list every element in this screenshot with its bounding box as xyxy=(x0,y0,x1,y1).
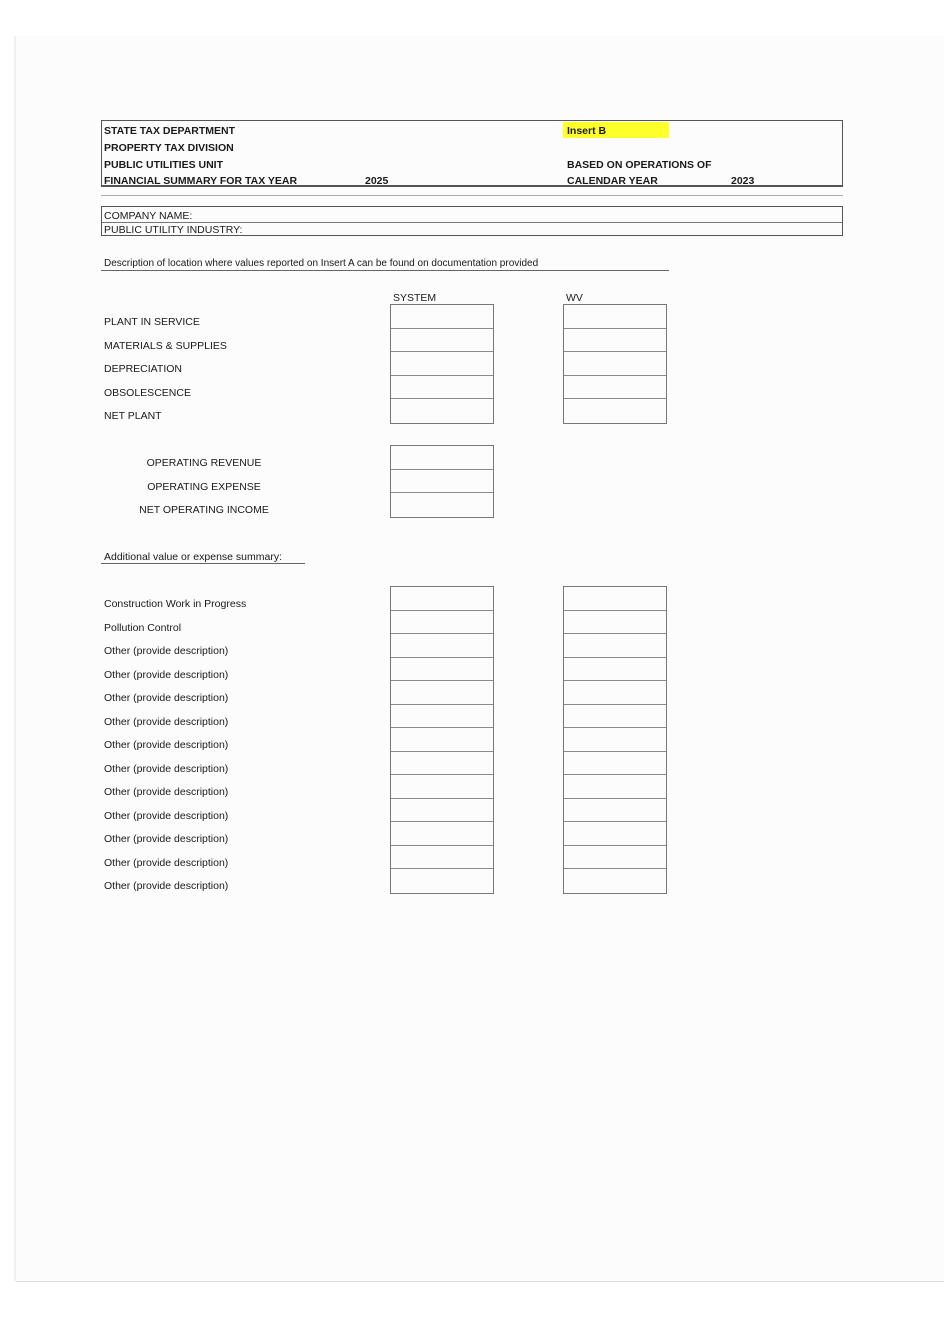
row-label: Other (provide description) xyxy=(104,809,229,822)
industry-label: PUBLIC UTILITY INDUSTRY: xyxy=(104,224,243,236)
row-label: PLANT IN SERVICE xyxy=(104,316,200,328)
row-label: MATERIALS & SUPPLIES xyxy=(104,339,227,352)
row-label: Other (provide description) xyxy=(104,692,229,704)
additional-system-cell[interactable] xyxy=(391,869,493,893)
additional-wv-cell[interactable] xyxy=(564,587,666,611)
additional-system-cell[interactable] xyxy=(391,705,493,729)
row-label: Construction Work in Progress xyxy=(104,598,247,610)
additional-system-cell[interactable] xyxy=(391,587,493,611)
operating-system-cell[interactable] xyxy=(391,470,493,494)
description-text: Description of location where values reported on Insert A can be found on documentation provided xyxy=(104,258,539,269)
additional-wv-cell[interactable] xyxy=(564,752,666,776)
row-label: NET OPERATING INCOME xyxy=(139,504,269,516)
plant-wv-cell[interactable] xyxy=(564,329,666,353)
additional-system-cell[interactable] xyxy=(391,728,493,752)
row-label: OPERATING REVENUE xyxy=(146,457,262,469)
plant-wv-cell[interactable] xyxy=(564,305,666,329)
tax-year-value: 2025 xyxy=(365,175,389,187)
calendar-year-value: 2023 xyxy=(731,175,755,187)
additional-wv-cell[interactable] xyxy=(564,775,666,799)
row-label: Pollution Control xyxy=(104,621,182,634)
additional-wv-cell[interactable] xyxy=(564,728,666,752)
additional-wv-grid xyxy=(563,586,667,894)
header-gap-line xyxy=(101,195,843,196)
row-label: Other (provide description) xyxy=(104,645,229,657)
additional-system-cell[interactable] xyxy=(391,681,493,705)
column-header-wv: WV xyxy=(566,292,583,304)
additional-system-cell[interactable] xyxy=(391,822,493,846)
unit-label: PUBLIC UTILITIES UNIT xyxy=(104,159,223,171)
plant-system-cell[interactable] xyxy=(391,376,493,400)
additional-wv-cell[interactable] xyxy=(564,869,666,893)
calendar-year-label: CALENDAR YEAR xyxy=(567,175,658,187)
company-divider xyxy=(102,222,842,223)
row-label: Other (provide description) xyxy=(104,762,229,775)
additional-wv-cell[interactable] xyxy=(564,681,666,705)
row-label: DEPRECIATION xyxy=(104,363,182,375)
additional-system-cell[interactable] xyxy=(391,846,493,870)
additional-wv-cell[interactable] xyxy=(564,658,666,682)
additional-wv-cell[interactable] xyxy=(564,799,666,823)
row-label: Other (provide description) xyxy=(104,833,229,845)
dept-label: STATE TAX DEPARTMENT xyxy=(104,125,236,137)
plant-system-cell[interactable] xyxy=(391,352,493,376)
plant-system-cell[interactable] xyxy=(391,399,493,423)
plant-system-cell[interactable] xyxy=(391,305,493,329)
operating-system-grid xyxy=(390,445,494,518)
row-label: Other (provide description) xyxy=(104,880,229,892)
row-label: Other (provide description) xyxy=(104,856,229,869)
additional-system-cell[interactable] xyxy=(391,634,493,658)
additional-system-cell[interactable] xyxy=(391,611,493,635)
additional-system-cell[interactable] xyxy=(391,752,493,776)
summary-label: FINANCIAL SUMMARY FOR TAX YEAR xyxy=(104,175,298,187)
operating-system-cell[interactable] xyxy=(391,446,493,470)
operating-system-cell[interactable] xyxy=(391,493,493,517)
additional-wv-cell[interactable] xyxy=(564,705,666,729)
plant-wv-cell[interactable] xyxy=(564,399,666,423)
row-label: Other (provide description) xyxy=(104,668,229,681)
company-name-label: COMPANY NAME: xyxy=(104,210,193,222)
row-label: OPERATING EXPENSE xyxy=(147,480,261,493)
insert-label: Insert B xyxy=(567,125,607,137)
additional-wv-cell[interactable] xyxy=(564,846,666,870)
additional-wv-cell[interactable] xyxy=(564,822,666,846)
additional-summary-label: Additional value or expense summary: xyxy=(104,551,283,563)
additional-wv-cell[interactable] xyxy=(564,611,666,635)
description-underline xyxy=(101,270,669,271)
plant-wv-grid xyxy=(563,304,667,424)
plant-wv-cell[interactable] xyxy=(564,376,666,400)
row-label: NET PLANT xyxy=(104,410,162,422)
based-on-label: BASED ON OPERATIONS OF xyxy=(567,159,712,171)
row-label: Other (provide description) xyxy=(104,739,229,751)
additional-system-cell[interactable] xyxy=(391,799,493,823)
additional-wv-cell[interactable] xyxy=(564,634,666,658)
additional-system-cell[interactable] xyxy=(391,775,493,799)
additional-system-cell[interactable] xyxy=(391,658,493,682)
plant-system-grid xyxy=(390,304,494,424)
row-label: Other (provide description) xyxy=(104,786,229,798)
row-label: OBSOLESCENCE xyxy=(104,386,191,399)
plant-wv-cell[interactable] xyxy=(564,352,666,376)
row-label: Other (provide description) xyxy=(104,715,229,728)
column-header-system: SYSTEM xyxy=(393,292,437,304)
additional-summary-underline xyxy=(101,563,305,564)
division-label: PROPERTY TAX DIVISION xyxy=(104,142,234,154)
plant-system-cell[interactable] xyxy=(391,329,493,353)
additional-system-grid xyxy=(390,586,494,894)
